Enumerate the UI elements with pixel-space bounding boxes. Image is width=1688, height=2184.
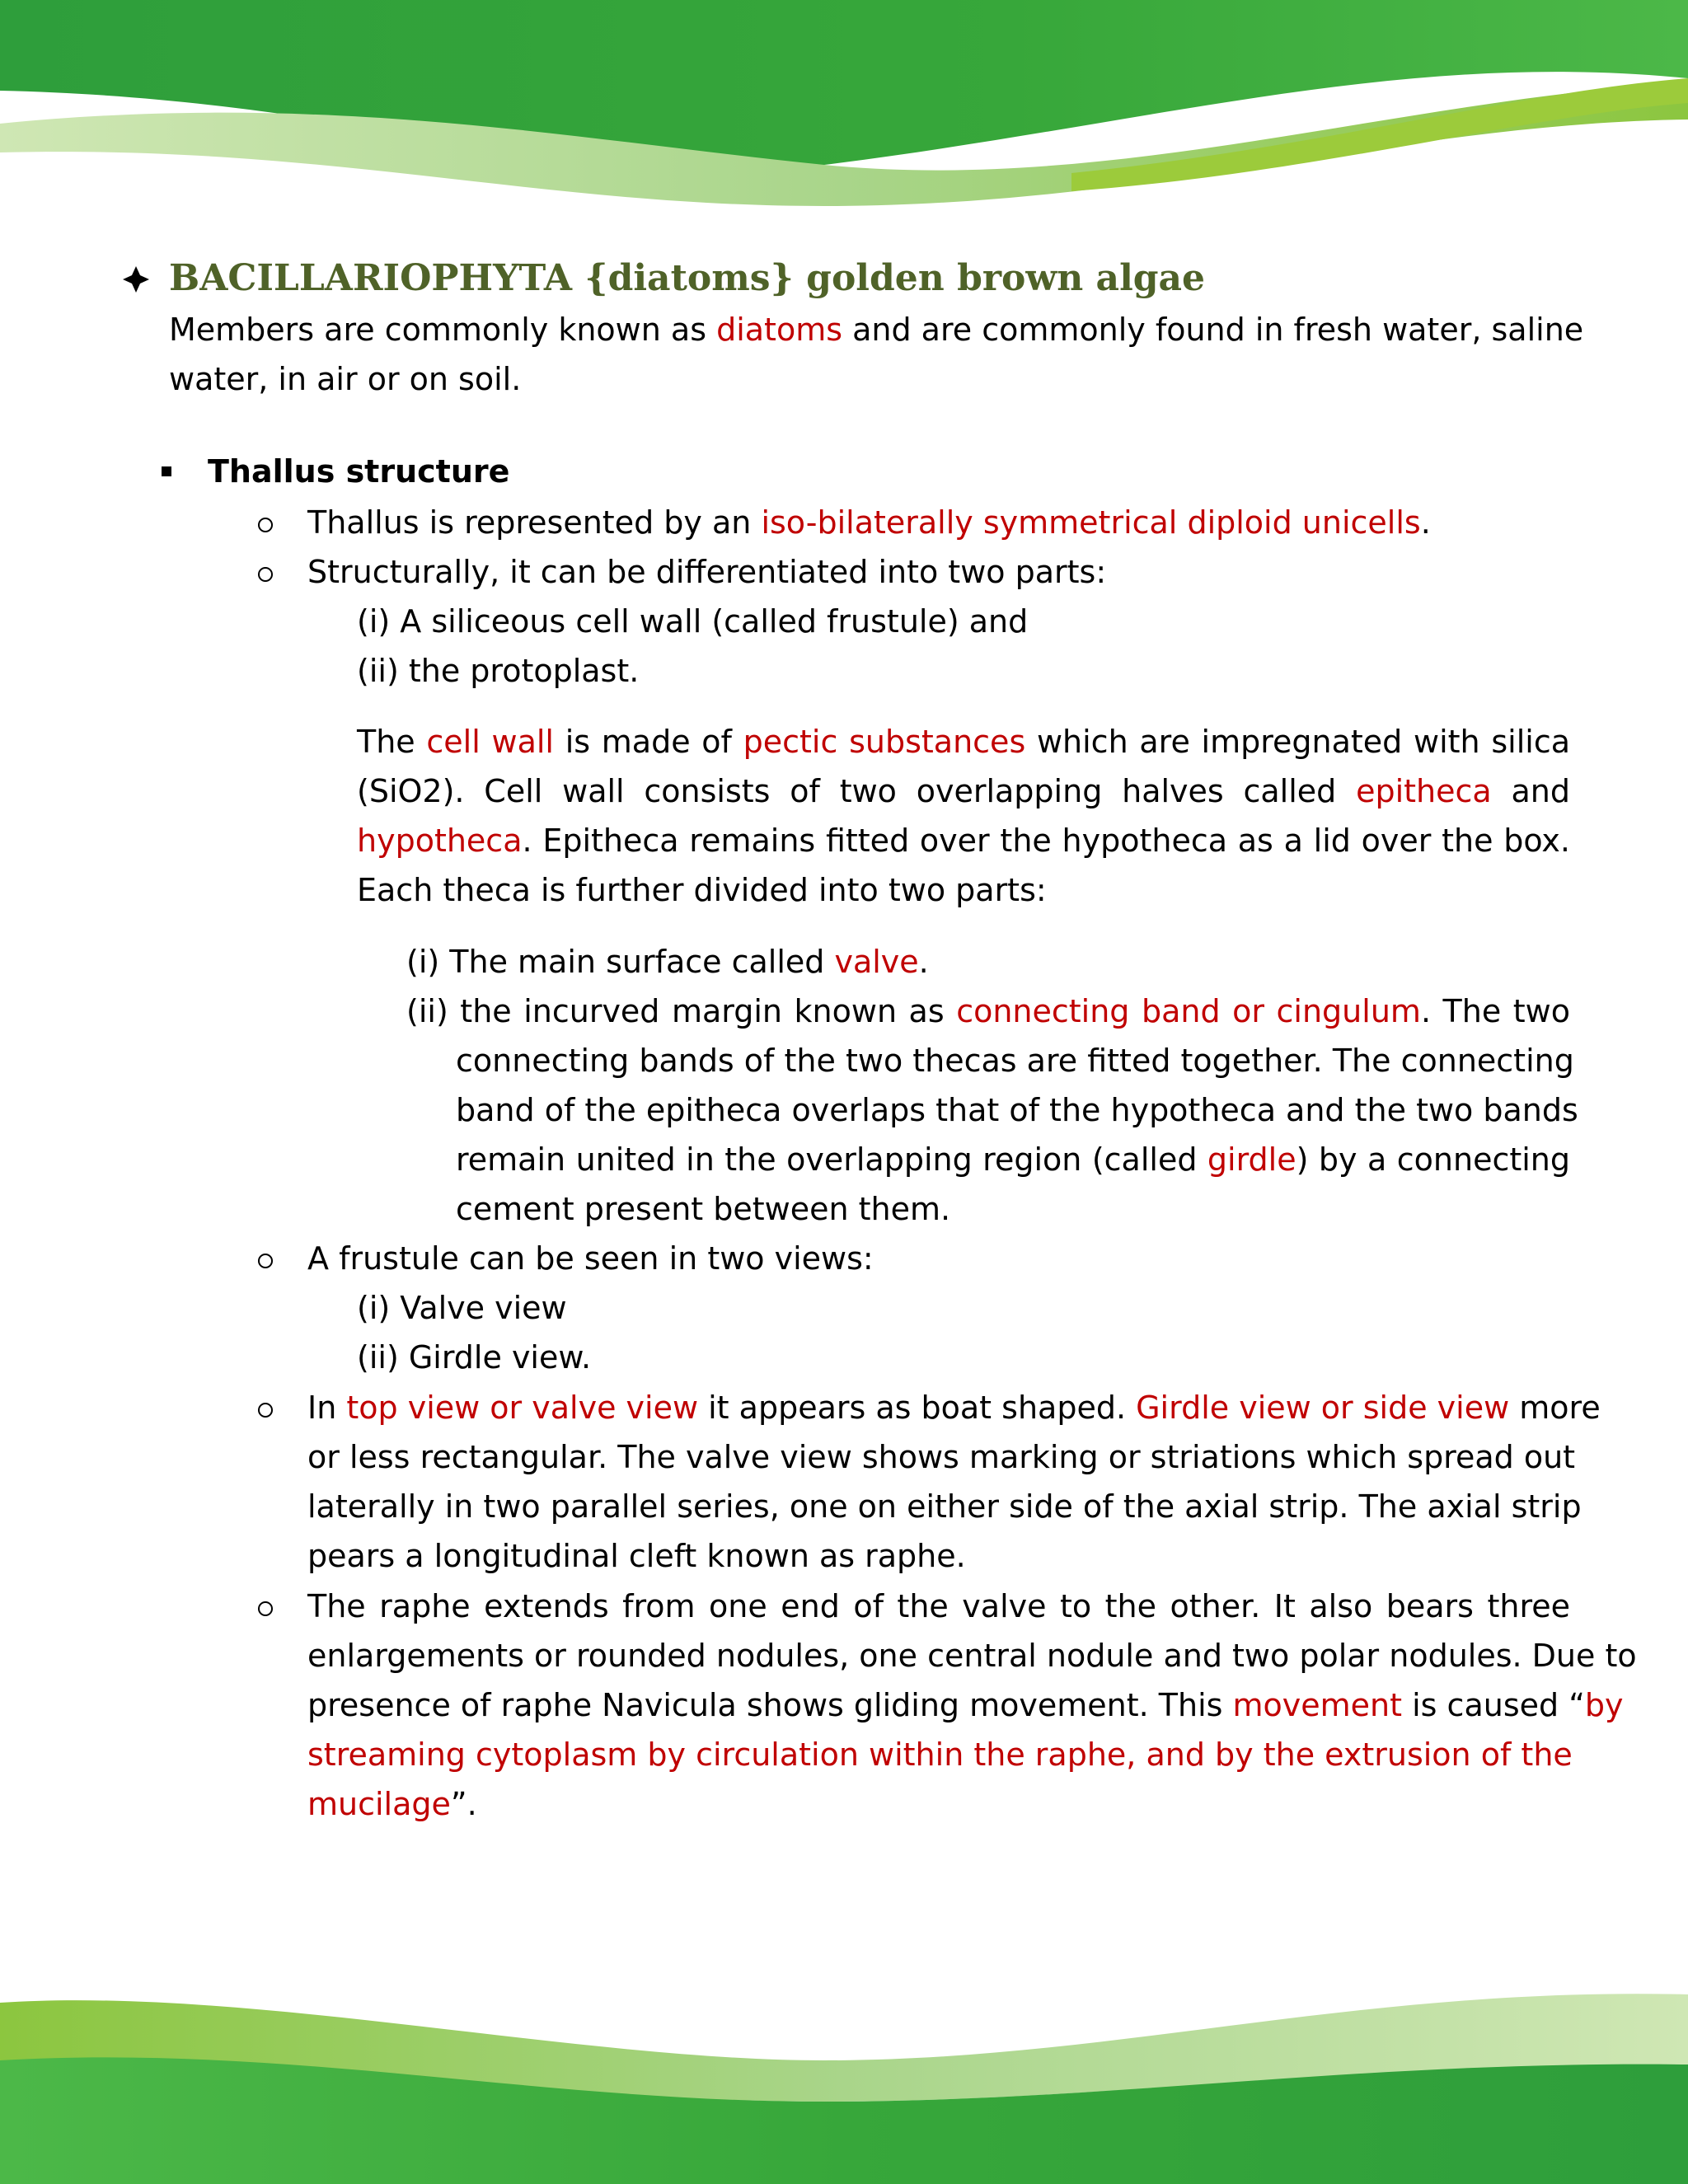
thallus-point-5-line-5: mucilage”. [307, 1786, 477, 1822]
thallus-point-4-line-3: laterally in two parallel series, one on either side of the axial strip. The axial strip [307, 1488, 1582, 1525]
thallus-point-5-line-1: The raphe extends from one end of the valve to the other. It also bears three [307, 1588, 1570, 1624]
theca-part-ii-line-1: (ii) the incurved margin known as connecting band or cingulum. The two [406, 993, 1570, 1029]
diamond-bullet-icon [122, 265, 150, 293]
circle-bullet-icon [258, 1403, 273, 1418]
view-i: (i) Valve view [357, 1290, 567, 1326]
thallus-point-5-line-2: enlargements or rounded nodules, one central nodule and two polar nodules. Due to [307, 1638, 1637, 1674]
intro-line-2: water, in air or on soil. [169, 361, 522, 397]
thallus-point-1: Thallus is represented by an iso-bilaterally symmetrical diploid unicells. [307, 504, 1431, 541]
circle-bullet-icon [258, 518, 273, 532]
thallus-point-3: A frustule can be seen in two views: [307, 1240, 874, 1277]
circle-bullet-icon [258, 567, 273, 582]
subsection-title: Thallus structure [208, 453, 510, 490]
thallus-point-4-line-4: pears a longitudinal cleft known as raphe. [307, 1538, 966, 1574]
thallus-point-2: Structurally, it can be differentiated into two parts: [307, 554, 1107, 590]
view-ii: (ii) Girdle view. [357, 1339, 592, 1376]
theca-part-ii-line-2: connecting bands of the two thecas are fitted together. The connecting [456, 1043, 1574, 1079]
part-i: (i) A siliceous cell wall (called frustule) and [357, 603, 1029, 640]
part-ii: (ii) the protoplast. [357, 653, 640, 689]
cell-wall-line-1: The cell wall is made of pectic substances which are impregnated with silica [357, 724, 1570, 760]
intro-line-1: Members are commonly known as diatoms and are commonly found in fresh water, saline [169, 312, 1584, 348]
circle-bullet-icon [258, 1601, 273, 1616]
thallus-point-5-line-3: presence of raphe Navicula shows gliding movement. This movement is caused “by [307, 1687, 1624, 1723]
theca-part-ii-line-3: band of the epitheca overlaps that of the hypotheca and the two bands [456, 1092, 1578, 1128]
cell-wall-line-4: Each theca is further divided into two parts: [357, 872, 1047, 908]
circle-bullet-icon [258, 1254, 273, 1268]
cell-wall-line-3: hypotheca. Epitheca remains fitted over the hypotheca as a lid over the box. [357, 823, 1570, 859]
thallus-point-4-line-1: In top view or valve view it appears as boat shaped. Girdle view or side view more [307, 1390, 1601, 1426]
square-bullet-icon [162, 466, 171, 476]
theca-part-i: (i) The main surface called valve. [406, 944, 929, 980]
theca-part-ii-line-5: cement present between them. [456, 1191, 951, 1227]
thallus-point-5-line-4: streaming cytoplasm by circulation within the raphe, and by the extrusion of the [307, 1736, 1573, 1773]
cell-wall-line-2: (SiO2). Cell wall consists of two overlapping halves called epitheca and [357, 773, 1570, 809]
thallus-point-4-line-2: or less rectangular. The valve view shows marking or striations which spread out [307, 1439, 1576, 1475]
section-title: BACILLARIOPHYTA {diatoms} golden brown algae [169, 257, 1206, 299]
theca-part-ii-line-4: remain united in the overlapping region (called girdle) by a connecting [456, 1141, 1570, 1178]
